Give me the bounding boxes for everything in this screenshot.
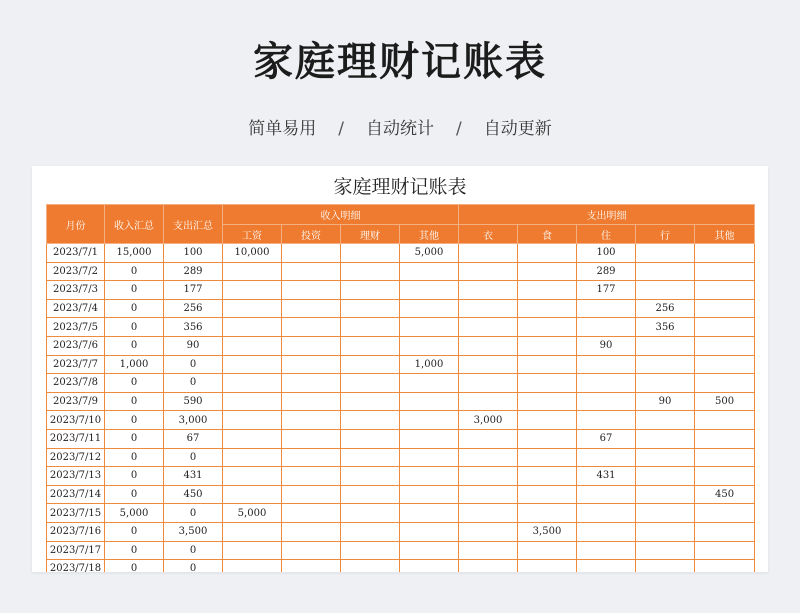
cell-expense-total[interactable]: 256 <box>164 299 223 318</box>
table-row <box>47 299 755 318</box>
table-row <box>47 504 755 523</box>
header-income-total: 收入汇总 <box>105 205 164 244</box>
cell-income-salary[interactable] <box>223 374 282 393</box>
cell-income-finance[interactable] <box>341 355 400 374</box>
cell-expense-other[interactable] <box>695 374 755 393</box>
ledger-table <box>46 204 755 572</box>
cell-month[interactable]: 2023/7/2 <box>47 262 105 281</box>
cell-expense-total[interactable]: 3,000 <box>164 411 223 430</box>
cell-income-total[interactable]: 0 <box>105 262 164 281</box>
cell-expense-clothing[interactable] <box>459 467 518 486</box>
table-row <box>47 355 755 374</box>
cell-expense-transport[interactable]: 90 <box>636 392 695 411</box>
cell-expense-transport[interactable] <box>636 355 695 374</box>
tagline-separator: / <box>456 119 462 139</box>
cell-income-finance[interactable] <box>341 392 400 411</box>
cell-month[interactable]: 2023/7/4 <box>47 299 105 318</box>
header-income-investment: 投资 <box>282 225 341 244</box>
table-row <box>47 541 755 560</box>
cell-month[interactable]: 2023/7/16 <box>47 522 105 541</box>
cell-expense-other[interactable] <box>695 429 755 448</box>
cell-income-salary[interactable] <box>223 299 282 318</box>
cell-expense-other[interactable] <box>695 504 755 523</box>
cell-month[interactable]: 2023/7/17 <box>47 541 105 560</box>
cell-expense-transport[interactable] <box>636 429 695 448</box>
cell-income-finance[interactable] <box>341 467 400 486</box>
cell-expense-food[interactable] <box>518 448 577 467</box>
cell-expense-transport[interactable] <box>636 541 695 560</box>
cell-income-finance[interactable] <box>341 560 400 572</box>
cell-expense-clothing[interactable] <box>459 448 518 467</box>
cell-month[interactable]: 2023/7/3 <box>47 281 105 300</box>
cell-month[interactable]: 2023/7/6 <box>47 336 105 355</box>
cell-expense-other[interactable] <box>695 411 755 430</box>
cell-income-other[interactable] <box>400 429 459 448</box>
table-row <box>47 392 755 411</box>
cell-expense-food[interactable] <box>518 299 577 318</box>
cell-income-salary[interactable] <box>223 318 282 337</box>
header-income-other: 其他 <box>400 225 459 244</box>
cell-expense-food[interactable] <box>518 411 577 430</box>
cell-expense-clothing[interactable]: 3,000 <box>459 411 518 430</box>
cell-income-finance[interactable] <box>341 299 400 318</box>
cell-expense-clothing[interactable] <box>459 374 518 393</box>
cell-income-other[interactable] <box>400 262 459 281</box>
table-row <box>47 522 755 541</box>
cell-income-investment[interactable] <box>282 411 341 430</box>
table-header <box>47 205 755 244</box>
cell-income-salary[interactable] <box>223 522 282 541</box>
cell-income-finance[interactable] <box>341 522 400 541</box>
cell-expense-clothing[interactable] <box>459 262 518 281</box>
cell-income-total[interactable]: 0 <box>105 560 164 572</box>
cell-income-salary[interactable] <box>223 281 282 300</box>
cell-income-salary[interactable]: 10,000 <box>223 244 282 263</box>
cell-income-finance[interactable] <box>341 485 400 504</box>
cell-expense-clothing[interactable] <box>459 244 518 263</box>
cell-income-salary[interactable] <box>223 262 282 281</box>
cell-expense-total[interactable]: 431 <box>164 467 223 486</box>
cell-income-salary[interactable] <box>223 336 282 355</box>
cell-income-other[interactable] <box>400 467 459 486</box>
cell-income-finance[interactable] <box>341 244 400 263</box>
cell-income-investment[interactable] <box>282 448 341 467</box>
cell-income-finance[interactable] <box>341 411 400 430</box>
cell-expense-transport[interactable] <box>636 374 695 393</box>
header-expense-housing: 住 <box>577 225 636 244</box>
cell-expense-other[interactable] <box>695 244 755 263</box>
cell-expense-housing[interactable] <box>577 392 636 411</box>
tagline-item-auto-update: 自动更新 <box>483 119 552 139</box>
cell-expense-other[interactable] <box>695 467 755 486</box>
cell-income-other[interactable] <box>400 318 459 337</box>
cell-income-other[interactable] <box>400 448 459 467</box>
cell-expense-clothing[interactable] <box>459 560 518 572</box>
cell-income-total[interactable]: 0 <box>105 374 164 393</box>
cell-expense-housing[interactable]: 177 <box>577 281 636 300</box>
cell-month[interactable]: 2023/7/15 <box>47 504 105 523</box>
header-expense-food: 食 <box>518 225 577 244</box>
cell-expense-food[interactable] <box>518 504 577 523</box>
cell-income-finance[interactable] <box>341 504 400 523</box>
table-row <box>47 336 755 355</box>
cell-expense-clothing[interactable] <box>459 336 518 355</box>
cell-income-total[interactable]: 0 <box>105 522 164 541</box>
cell-income-other[interactable] <box>400 374 459 393</box>
cell-expense-other[interactable]: 500 <box>695 392 755 411</box>
cell-expense-food[interactable] <box>518 392 577 411</box>
cell-income-finance[interactable] <box>341 448 400 467</box>
table-row <box>47 374 755 393</box>
cell-income-other[interactable]: 5,000 <box>400 244 459 263</box>
cell-month[interactable]: 2023/7/10 <box>47 411 105 430</box>
cell-expense-clothing[interactable] <box>459 318 518 337</box>
cell-expense-clothing[interactable] <box>459 485 518 504</box>
header-income-finance: 理财 <box>341 225 400 244</box>
cell-income-investment[interactable] <box>282 504 341 523</box>
cell-income-investment[interactable] <box>282 318 341 337</box>
table-row <box>47 411 755 430</box>
cell-income-salary[interactable] <box>223 355 282 374</box>
spreadsheet-preview <box>32 166 768 572</box>
cell-expense-clothing[interactable] <box>459 355 518 374</box>
cell-income-total[interactable]: 0 <box>105 281 164 300</box>
cell-month[interactable]: 2023/7/12 <box>47 448 105 467</box>
cell-income-salary[interactable]: 5,000 <box>223 504 282 523</box>
cell-expense-food[interactable] <box>518 541 577 560</box>
cell-expense-clothing[interactable] <box>459 541 518 560</box>
cell-expense-total[interactable]: 100 <box>164 244 223 263</box>
cell-expense-transport[interactable] <box>636 244 695 263</box>
cell-expense-other[interactable] <box>695 522 755 541</box>
cell-expense-transport[interactable] <box>636 504 695 523</box>
cell-income-finance[interactable] <box>341 374 400 393</box>
page-title: 家庭理财记账表 <box>253 39 547 85</box>
header-expense-total: 支出汇总 <box>164 205 223 244</box>
cell-expense-housing[interactable] <box>577 522 636 541</box>
cell-expense-total[interactable]: 67 <box>164 429 223 448</box>
cell-expense-total[interactable]: 450 <box>164 485 223 504</box>
cell-income-investment[interactable] <box>282 429 341 448</box>
cell-income-total[interactable]: 0 <box>105 336 164 355</box>
cell-expense-total[interactable]: 356 <box>164 318 223 337</box>
table-row <box>47 318 755 337</box>
cell-expense-housing[interactable]: 289 <box>577 262 636 281</box>
cell-month[interactable]: 2023/7/14 <box>47 485 105 504</box>
table-row <box>47 281 755 300</box>
header-income-detail: 收入明细 <box>223 205 459 225</box>
cell-month[interactable]: 2023/7/5 <box>47 318 105 337</box>
cell-expense-total[interactable]: 0 <box>164 374 223 393</box>
cell-income-investment[interactable] <box>282 392 341 411</box>
cell-month[interactable]: 2023/7/7 <box>47 355 105 374</box>
cell-income-salary[interactable] <box>223 411 282 430</box>
cell-income-salary[interactable] <box>223 392 282 411</box>
cell-expense-other[interactable] <box>695 262 755 281</box>
cell-expense-food[interactable] <box>518 429 577 448</box>
cell-expense-total[interactable]: 0 <box>164 504 223 523</box>
cell-expense-housing[interactable]: 431 <box>577 467 636 486</box>
cell-income-investment[interactable] <box>282 374 341 393</box>
cell-income-salary[interactable] <box>223 541 282 560</box>
cell-expense-transport[interactable] <box>636 281 695 300</box>
cell-expense-food[interactable] <box>518 281 577 300</box>
cell-expense-total[interactable]: 289 <box>164 262 223 281</box>
cell-expense-total[interactable]: 0 <box>164 355 223 374</box>
table-row <box>47 448 755 467</box>
cell-income-salary[interactable] <box>223 429 282 448</box>
cell-income-other[interactable] <box>400 541 459 560</box>
cell-expense-food[interactable] <box>518 355 577 374</box>
cell-income-total[interactable]: 5,000 <box>105 504 164 523</box>
cell-expense-housing[interactable] <box>577 504 636 523</box>
cell-expense-housing[interactable] <box>577 560 636 572</box>
cell-expense-clothing[interactable] <box>459 392 518 411</box>
cell-income-other[interactable] <box>400 522 459 541</box>
cell-income-total[interactable]: 1,000 <box>105 355 164 374</box>
table-row <box>47 244 755 263</box>
cell-income-salary[interactable] <box>223 485 282 504</box>
cell-expense-housing[interactable] <box>577 485 636 504</box>
cell-income-finance[interactable] <box>341 336 400 355</box>
cell-expense-housing[interactable]: 67 <box>577 429 636 448</box>
sheet-title: 家庭理财记账表 <box>333 176 467 198</box>
cell-income-investment[interactable] <box>282 522 341 541</box>
cell-expense-food[interactable] <box>518 336 577 355</box>
header-month: 月份 <box>47 205 105 244</box>
table-row <box>47 429 755 448</box>
cell-expense-food[interactable] <box>518 485 577 504</box>
cell-expense-total[interactable]: 0 <box>164 560 223 572</box>
cell-month[interactable]: 2023/7/1 <box>47 244 105 263</box>
cell-expense-housing[interactable] <box>577 374 636 393</box>
header-income-salary: 工资 <box>223 225 282 244</box>
header-expense-detail: 支出明细 <box>459 205 755 225</box>
cell-income-investment[interactable] <box>282 262 341 281</box>
cell-income-total[interactable]: 0 <box>105 299 164 318</box>
cell-expense-food[interactable] <box>518 318 577 337</box>
cell-month[interactable]: 2023/7/9 <box>47 392 105 411</box>
table-row <box>47 560 755 572</box>
cell-income-other[interactable] <box>400 485 459 504</box>
cell-income-salary[interactable] <box>223 560 282 572</box>
cell-income-salary[interactable] <box>223 448 282 467</box>
table-body <box>47 244 755 573</box>
cell-expense-transport[interactable] <box>636 411 695 430</box>
cell-income-total[interactable]: 0 <box>105 429 164 448</box>
header-expense-other: 其他 <box>695 225 755 244</box>
cell-expense-clothing[interactable] <box>459 504 518 523</box>
cell-month[interactable]: 2023/7/13 <box>47 467 105 486</box>
cell-expense-other[interactable]: 450 <box>695 485 755 504</box>
cell-income-other[interactable] <box>400 281 459 300</box>
cell-income-total[interactable]: 15,000 <box>105 244 164 263</box>
cell-income-other[interactable] <box>400 504 459 523</box>
cell-expense-housing[interactable] <box>577 355 636 374</box>
cell-income-total[interactable]: 0 <box>105 411 164 430</box>
cell-expense-transport[interactable] <box>636 336 695 355</box>
cell-expense-transport[interactable] <box>636 467 695 486</box>
cell-expense-other[interactable] <box>695 541 755 560</box>
cell-income-investment[interactable] <box>282 336 341 355</box>
cell-income-investment[interactable] <box>282 541 341 560</box>
cell-income-finance[interactable] <box>341 429 400 448</box>
cell-expense-housing[interactable] <box>577 318 636 337</box>
cell-expense-other[interactable] <box>695 336 755 355</box>
cell-expense-food[interactable] <box>518 262 577 281</box>
cell-expense-transport[interactable] <box>636 485 695 504</box>
cell-income-salary[interactable] <box>223 467 282 486</box>
cell-expense-food[interactable] <box>518 560 577 572</box>
cell-income-total[interactable]: 0 <box>105 448 164 467</box>
cell-income-finance[interactable] <box>341 318 400 337</box>
cell-income-other[interactable] <box>400 560 459 572</box>
cell-income-total[interactable]: 0 <box>105 485 164 504</box>
cell-expense-total[interactable]: 0 <box>164 448 223 467</box>
cell-expense-clothing[interactable] <box>459 299 518 318</box>
cell-income-finance[interactable] <box>341 541 400 560</box>
cell-month[interactable]: 2023/7/8 <box>47 374 105 393</box>
cell-expense-total[interactable]: 0 <box>164 541 223 560</box>
cell-income-total[interactable]: 0 <box>105 541 164 560</box>
cell-income-investment[interactable] <box>282 281 341 300</box>
cell-expense-clothing[interactable] <box>459 429 518 448</box>
cell-expense-housing[interactable] <box>577 541 636 560</box>
cell-expense-total[interactable]: 177 <box>164 281 223 300</box>
cell-expense-other[interactable] <box>695 355 755 374</box>
cell-expense-other[interactable] <box>695 281 755 300</box>
cell-expense-transport[interactable] <box>636 560 695 572</box>
cell-income-investment[interactable] <box>282 299 341 318</box>
tagline-separator: / <box>338 119 344 139</box>
cell-expense-other[interactable] <box>695 448 755 467</box>
cell-income-total[interactable]: 0 <box>105 318 164 337</box>
tagline-item-auto-stats: 自动统计 <box>366 119 434 139</box>
cell-income-investment[interactable] <box>282 355 341 374</box>
cell-expense-food[interactable]: 3,500 <box>518 522 577 541</box>
cell-month[interactable]: 2023/7/18 <box>47 560 105 572</box>
cell-expense-other[interactable] <box>695 299 755 318</box>
cell-expense-housing[interactable] <box>577 411 636 430</box>
cell-income-investment[interactable] <box>282 467 341 486</box>
cell-expense-housing[interactable]: 100 <box>577 244 636 263</box>
header-expense-clothing: 衣 <box>459 225 518 244</box>
table-row <box>47 467 755 486</box>
cell-month[interactable]: 2023/7/11 <box>47 429 105 448</box>
header-expense-transport: 行 <box>636 225 695 244</box>
cell-expense-total[interactable]: 90 <box>164 336 223 355</box>
cell-income-other[interactable] <box>400 299 459 318</box>
cell-expense-transport[interactable]: 256 <box>636 299 695 318</box>
cell-expense-housing[interactable]: 90 <box>577 336 636 355</box>
cell-expense-total[interactable]: 590 <box>164 392 223 411</box>
cell-expense-other[interactable] <box>695 318 755 337</box>
cell-expense-transport[interactable]: 356 <box>636 318 695 337</box>
cell-expense-food[interactable] <box>518 244 577 263</box>
cell-expense-clothing[interactable] <box>459 522 518 541</box>
cell-expense-total[interactable]: 3,500 <box>164 522 223 541</box>
tagline-item-easy: 简单易用 <box>248 119 317 139</box>
cell-income-finance[interactable] <box>341 262 400 281</box>
table-row <box>47 262 755 281</box>
tagline <box>0 114 800 139</box>
cell-income-investment[interactable] <box>282 485 341 504</box>
cell-expense-other[interactable] <box>695 560 755 572</box>
cell-expense-housing[interactable] <box>577 448 636 467</box>
cell-income-investment[interactable] <box>282 560 341 572</box>
cell-expense-clothing[interactable] <box>459 281 518 300</box>
cell-expense-transport[interactable] <box>636 522 695 541</box>
cell-expense-food[interactable] <box>518 374 577 393</box>
cell-income-other[interactable] <box>400 336 459 355</box>
cell-expense-transport[interactable] <box>636 262 695 281</box>
cell-expense-food[interactable] <box>518 467 577 486</box>
cell-income-other[interactable] <box>400 411 459 430</box>
cell-income-other[interactable] <box>400 392 459 411</box>
cell-expense-transport[interactable] <box>636 448 695 467</box>
cell-income-other[interactable]: 1,000 <box>400 355 459 374</box>
cell-income-finance[interactable] <box>341 281 400 300</box>
cell-expense-housing[interactable] <box>577 299 636 318</box>
cell-income-total[interactable]: 0 <box>105 467 164 486</box>
table-row <box>47 485 755 504</box>
cell-income-investment[interactable] <box>282 244 341 263</box>
cell-income-total[interactable]: 0 <box>105 392 164 411</box>
